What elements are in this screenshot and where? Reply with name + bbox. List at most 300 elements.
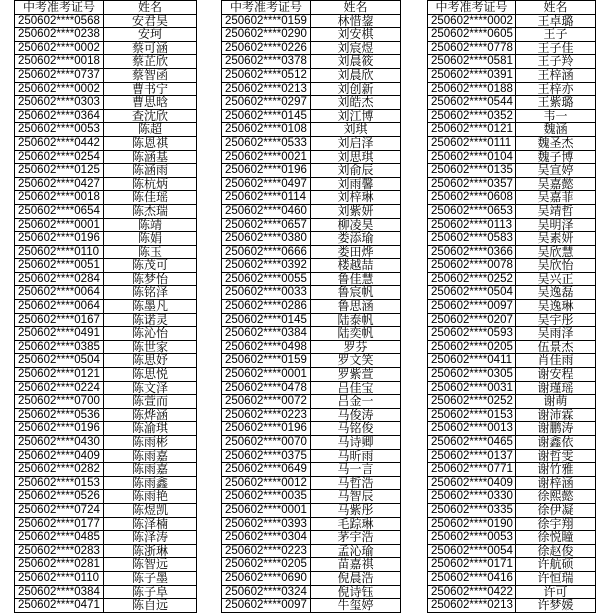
name-cell: 吴欣慧 (516, 246, 596, 259)
name-cell: 陈靖 (104, 219, 197, 232)
table-row (428, 436, 596, 450)
name-cell: 谢鑫依 (516, 436, 596, 449)
table-row (15, 259, 197, 273)
exam-id-cell: 250602****0196 (222, 164, 311, 177)
exam-id-cell: 250602****0411 (428, 354, 516, 367)
table-row (222, 219, 401, 233)
name-cell: 陈泽楠 (104, 518, 197, 531)
exam-id-cell: 250602****0375 (222, 450, 311, 463)
exam-id-cell: 250602****0196 (15, 422, 104, 435)
exam-id-cell: 250602****0700 (15, 395, 104, 408)
exam-id-cell: 250602****0252 (428, 273, 516, 286)
table-row (15, 558, 197, 572)
exam-id-cell: 250602****0778 (428, 42, 516, 55)
exam-id-cell: 250602****0544 (428, 96, 516, 109)
name-cell: 曹思晗 (104, 96, 197, 109)
table-row (428, 572, 596, 586)
exam-id-cell: 250602****0021 (222, 151, 311, 164)
name-cell: 许航硕 (516, 558, 596, 571)
exam-id-cell: 250602****0145 (222, 314, 311, 327)
table-row (222, 409, 401, 423)
header-name: 姓名 (311, 1, 401, 14)
exam-id-cell: 250602****0392 (222, 259, 311, 272)
name-cell: 陈诺灵 (104, 314, 197, 327)
exam-id-cell: 250602****0153 (15, 477, 104, 490)
exam-id-cell: 250602****0110 (15, 572, 104, 585)
table-row (222, 273, 401, 287)
header-exam-id: 中考准考证号 (15, 1, 104, 14)
table-row (15, 586, 197, 600)
table-row (428, 286, 596, 300)
exam-id-cell: 250602****0213 (222, 83, 311, 96)
table-row (15, 599, 197, 613)
roster-table-2 (221, 0, 401, 613)
table-row (15, 450, 197, 464)
table-row (428, 395, 596, 409)
table-row (428, 42, 596, 56)
name-cell: 吴明泽 (516, 219, 596, 232)
table-row (222, 368, 401, 382)
name-cell: 牛玺婷 (311, 599, 401, 612)
exam-id-cell: 250602****0605 (428, 28, 516, 41)
exam-id-cell: 250602****0252 (428, 395, 516, 408)
exam-id-cell: 250602****0485 (15, 531, 104, 544)
name-cell: 吴宇彤 (516, 314, 596, 327)
name-cell: 鲁思涵 (311, 300, 401, 313)
name-cell: 陈煜凯 (104, 504, 197, 517)
exam-id-cell: 250602****0159 (222, 354, 311, 367)
table-row (15, 110, 197, 124)
table-row (222, 518, 401, 532)
exam-id-cell: 250602****0051 (15, 259, 104, 272)
exam-id-cell: 250602****0304 (222, 531, 311, 544)
exam-id-cell: 250602****0205 (428, 341, 516, 354)
name-cell: 肖佳雨 (516, 354, 596, 367)
name-cell: 吴逸磊 (516, 286, 596, 299)
name-cell: 徐熙懿 (516, 490, 596, 503)
table-row (428, 450, 596, 464)
name-cell: 谢萌 (516, 395, 596, 408)
exam-id-cell: 250602****0111 (428, 137, 516, 150)
exam-id-cell: 250602****0391 (428, 69, 516, 82)
name-cell: 查沈欣 (104, 110, 197, 123)
exam-id-cell: 250602****0002 (15, 42, 104, 55)
exam-id-cell: 250602****0238 (15, 28, 104, 41)
table-row (15, 463, 197, 477)
name-cell: 陈墨凡 (104, 300, 197, 313)
name-cell: 徐悦瞳 (516, 531, 596, 544)
header-name: 姓名 (104, 1, 197, 14)
exam-id-cell: 250602****0498 (222, 341, 311, 354)
name-cell: 陈杰瑞 (104, 205, 197, 218)
exam-id-cell: 250602****0335 (428, 504, 516, 517)
table-row (222, 110, 401, 124)
table-row (15, 314, 197, 328)
exam-id-cell: 250602****0380 (222, 232, 311, 245)
table-row (222, 586, 401, 600)
table-row (428, 599, 596, 613)
name-cell: 陈佳瑶 (104, 191, 197, 204)
table-row (222, 83, 401, 97)
name-cell: 王紫璐 (516, 96, 596, 109)
exam-id-cell: 250602****0018 (15, 55, 104, 68)
name-cell: 陈自远 (104, 599, 197, 612)
table-row (222, 327, 401, 341)
exam-id-cell: 250602****0053 (428, 531, 516, 544)
table-row (15, 191, 197, 205)
table-row (222, 151, 401, 165)
exam-id-cell: 250602****0384 (222, 327, 311, 340)
table-row (428, 586, 596, 600)
table-row (428, 354, 596, 368)
table-row (222, 55, 401, 69)
table-row (15, 477, 197, 491)
exam-id-cell: 250602****0054 (428, 545, 516, 558)
name-cell: 魏子博 (516, 151, 596, 164)
name-cell: 陈玉 (104, 246, 197, 259)
exam-id-cell: 250602****0303 (15, 96, 104, 109)
name-cell: 吴靖哲 (516, 205, 596, 218)
name-cell: 谢安程 (516, 368, 596, 381)
table-row (15, 219, 197, 233)
name-cell: 韦一 (516, 110, 596, 123)
exam-id-cell: 250602****0035 (222, 490, 311, 503)
table-row (222, 96, 401, 110)
table-row (15, 327, 197, 341)
table-row (15, 286, 197, 300)
name-cell: 徐宇翔 (516, 518, 596, 531)
table-header-row (428, 1, 596, 15)
exam-id-cell: 250602****0055 (222, 273, 311, 286)
name-cell: 陆奕帆 (311, 327, 401, 340)
table-row (222, 232, 401, 246)
table-row (15, 354, 197, 368)
exam-id-cell: 250602****0653 (428, 205, 516, 218)
name-cell: 楼越喆 (311, 259, 401, 272)
exam-id-cell: 250602****0352 (428, 110, 516, 123)
table-row (222, 205, 401, 219)
name-cell: 魏涵 (516, 123, 596, 136)
name-cell: 徐伊凝 (516, 504, 596, 517)
name-cell: 林惜鋆 (311, 15, 401, 28)
table-row (222, 504, 401, 518)
name-cell: 吴兴正 (516, 273, 596, 286)
exam-id-cell: 250602****0207 (428, 314, 516, 327)
exam-id-cell: 250602****0771 (428, 463, 516, 476)
name-cell: 陈涵雨 (104, 164, 197, 177)
table-row (222, 246, 401, 260)
table-row (15, 422, 197, 436)
name-cell: 陈铭泽 (104, 286, 197, 299)
name-cell: 吴素妍 (516, 232, 596, 245)
name-cell: 娄田烨 (311, 246, 401, 259)
exam-id-cell: 250602****0064 (15, 300, 104, 313)
exam-id-cell: 250602****0737 (15, 69, 104, 82)
name-cell: 陈文泽 (104, 382, 197, 395)
exam-id-cell: 250602****0177 (15, 518, 104, 531)
exam-id-cell: 250602****0108 (222, 123, 311, 136)
table-row (222, 42, 401, 56)
name-cell: 刘俞辰 (311, 164, 401, 177)
table-row (222, 137, 401, 151)
table-row (15, 409, 197, 423)
exam-id-cell: 250602****0512 (222, 69, 311, 82)
name-cell: 王子佳 (516, 42, 596, 55)
table-row (428, 545, 596, 559)
exam-id-cell: 250602****0188 (428, 83, 516, 96)
exam-id-cell: 250602****0097 (428, 300, 516, 313)
name-cell: 马智辰 (311, 490, 401, 503)
name-cell: 陈涵基 (104, 151, 197, 164)
exam-id-cell: 250602****0690 (222, 572, 311, 585)
table-row (15, 205, 197, 219)
table-row (428, 477, 596, 491)
table-row (15, 518, 197, 532)
table-row (222, 558, 401, 572)
exam-id-cell: 250602****0442 (15, 137, 104, 150)
table-row (428, 55, 596, 69)
roster-table-1 (14, 0, 197, 613)
exam-id-cell: 250602****0393 (222, 518, 311, 531)
exam-id-cell: 250602****0357 (428, 178, 516, 191)
exam-id-cell: 250602****0213 (428, 599, 516, 612)
table-row (428, 463, 596, 477)
table-row (428, 504, 596, 518)
name-cell: 安珂 (104, 28, 197, 41)
exam-id-cell: 250602****0286 (222, 300, 311, 313)
roster-table-3 (427, 0, 596, 613)
table-row (15, 395, 197, 409)
name-cell: 柳凌昊 (311, 219, 401, 232)
table-row (428, 96, 596, 110)
name-cell: 王子羚 (516, 55, 596, 68)
table-row (428, 531, 596, 545)
table-row (222, 300, 401, 314)
exam-id-cell: 250602****0497 (222, 178, 311, 191)
exam-id-cell: 250602****0171 (428, 558, 516, 571)
table-row (222, 422, 401, 436)
name-cell: 刘创新 (311, 83, 401, 96)
name-cell: 刘安棋 (311, 28, 401, 41)
exam-id-cell: 250602****0254 (15, 151, 104, 164)
exam-id-cell: 250602****0290 (222, 28, 311, 41)
table-row (428, 382, 596, 396)
table-row (222, 191, 401, 205)
table-row (222, 545, 401, 559)
exam-id-cell: 250602****0297 (222, 96, 311, 109)
name-cell: 徐赵俊 (516, 545, 596, 558)
table-row (222, 477, 401, 491)
exam-id-cell: 250602****0724 (15, 504, 104, 517)
table-row (15, 96, 197, 110)
name-cell: 苗嘉祺 (311, 558, 401, 571)
name-cell: 刘雨馨 (311, 178, 401, 191)
table-row (222, 286, 401, 300)
table-row (15, 83, 197, 97)
exam-id-cell: 250602****0121 (428, 123, 516, 136)
exam-id-cell: 250602****0504 (428, 286, 516, 299)
exam-id-cell: 250602****0654 (15, 205, 104, 218)
exam-id-cell: 250602****0196 (15, 232, 104, 245)
exam-id-cell: 250602****0324 (222, 586, 311, 599)
table-row (15, 572, 197, 586)
exam-id-cell: 250602****0568 (15, 15, 104, 28)
name-cell: 谢竹雅 (516, 463, 596, 476)
exam-id-cell: 250602****0649 (222, 463, 311, 476)
exam-id-cell: 250602****0430 (15, 436, 104, 449)
table-row (15, 69, 197, 83)
name-cell: 陈浙琳 (104, 545, 197, 558)
exam-id-cell: 250602****0384 (15, 586, 104, 599)
table-row (222, 259, 401, 273)
exam-id-cell: 250602****0159 (222, 15, 311, 28)
name-cell: 谢梓涵 (516, 477, 596, 490)
name-cell: 鲁宸帆 (311, 286, 401, 299)
exam-id-cell: 250602****0001 (222, 368, 311, 381)
name-cell: 陈子墨 (104, 572, 197, 585)
name-cell: 刘梓琳 (311, 191, 401, 204)
name-cell: 刘紫妍 (311, 205, 401, 218)
name-cell: 陈梦怡 (104, 273, 197, 286)
name-cell: 许可 (516, 586, 596, 599)
exam-id-cell: 250602****0135 (428, 164, 516, 177)
name-cell: 陈娟 (104, 232, 197, 245)
exam-id-cell: 250602****0153 (428, 409, 516, 422)
table-row (222, 572, 401, 586)
table-row (222, 354, 401, 368)
name-cell: 吴欣怡 (516, 259, 596, 272)
table-row (15, 28, 197, 42)
table-row (428, 110, 596, 124)
table-header-row (15, 1, 197, 15)
name-cell: 茅宇浩 (311, 531, 401, 544)
exam-id-cell: 250602****0223 (222, 409, 311, 422)
exam-id-cell: 250602****0409 (428, 477, 516, 490)
exam-id-cell: 250602****0145 (222, 110, 311, 123)
table-row (428, 518, 596, 532)
table-row (428, 327, 596, 341)
exam-id-cell: 250602****0114 (222, 191, 311, 204)
name-cell: 陈智远 (104, 558, 197, 571)
name-cell: 吕佳宝 (311, 382, 401, 395)
name-cell: 陈萱而 (104, 395, 197, 408)
table-row (15, 531, 197, 545)
exam-id-cell: 250602****0001 (15, 219, 104, 232)
table-row (15, 55, 197, 69)
name-cell: 曹书宁 (104, 83, 197, 96)
name-cell: 陈雨艳 (104, 490, 197, 503)
table-row (222, 599, 401, 613)
name-cell: 倪晨浩 (311, 572, 401, 585)
exam-id-cell: 250602****0378 (222, 55, 311, 68)
table-row (428, 137, 596, 151)
name-cell: 谢瑾瑶 (516, 382, 596, 395)
exam-id-cell: 250602****0460 (222, 205, 311, 218)
table-row (222, 28, 401, 42)
name-cell: 陈茂可 (104, 259, 197, 272)
header-exam-id: 中考准考证号 (428, 1, 516, 14)
exam-id-cell: 250602****0471 (15, 599, 104, 612)
exam-id-cell: 250602****0526 (15, 490, 104, 503)
name-cell: 吴嘉菲 (516, 191, 596, 204)
name-cell: 陈沁怡 (104, 327, 197, 340)
exam-id-cell: 250602****0070 (222, 436, 311, 449)
table-row (15, 246, 197, 260)
name-cell: 魏圣杰 (516, 137, 596, 150)
table-row (428, 314, 596, 328)
table-row (222, 178, 401, 192)
exam-id-cell: 250602****0366 (428, 246, 516, 259)
exam-id-cell: 250602****0284 (15, 273, 104, 286)
exam-id-cell: 250602****0281 (15, 558, 104, 571)
name-cell: 谢哲雯 (516, 450, 596, 463)
name-cell: 谢沛霖 (516, 409, 596, 422)
exam-id-cell: 250602****0226 (222, 42, 311, 55)
table-row (428, 368, 596, 382)
exam-id-cell: 250602****0491 (15, 327, 104, 340)
exam-id-cell: 250602****0190 (428, 518, 516, 531)
name-cell: 罗紫萱 (311, 368, 401, 381)
table-row (15, 341, 197, 355)
table-row (15, 300, 197, 314)
exam-id-cell: 250602****0282 (15, 463, 104, 476)
exam-id-cell: 250602****0416 (428, 572, 516, 585)
name-cell: 陈雨嘉 (104, 463, 197, 476)
name-cell: 陈思妤 (104, 354, 197, 367)
table-row (222, 164, 401, 178)
name-cell: 王梓亦 (516, 83, 596, 96)
name-cell: 许恒瑞 (516, 572, 596, 585)
table-row (222, 395, 401, 409)
name-cell: 刘江博 (311, 110, 401, 123)
exam-id-cell: 250602****0078 (428, 259, 516, 272)
exam-id-cell: 250602****0113 (428, 219, 516, 232)
name-cell: 马哲浩 (311, 477, 401, 490)
table-row (428, 69, 596, 83)
table-row (428, 259, 596, 273)
exam-id-cell: 250602****0536 (15, 409, 104, 422)
name-cell: 谢鹏涛 (516, 422, 596, 435)
table-row (15, 273, 197, 287)
name-cell: 安君昊 (104, 15, 197, 28)
exam-id-cell: 250602****0104 (428, 151, 516, 164)
table-row (222, 531, 401, 545)
table-row (222, 15, 401, 29)
exam-id-cell: 250602****0409 (15, 450, 104, 463)
name-cell: 马俊涛 (311, 409, 401, 422)
table-row (428, 83, 596, 97)
name-cell: 吕金一 (311, 395, 401, 408)
name-cell: 毛踪琳 (311, 518, 401, 531)
table-header-row (222, 1, 401, 15)
name-cell: 王子 (516, 28, 596, 41)
name-cell: 刘宸煜 (311, 42, 401, 55)
table-row (428, 558, 596, 572)
exam-id-cell: 250602****0137 (428, 450, 516, 463)
table-row (222, 436, 401, 450)
exam-id-cell: 250602****0033 (222, 286, 311, 299)
table-row (15, 382, 197, 396)
exam-id-cell: 250602****0001 (222, 504, 311, 517)
exam-id-cell: 250602****0533 (222, 137, 311, 150)
table-row (428, 178, 596, 192)
name-cell: 吴雨泽 (516, 327, 596, 340)
exam-id-cell: 250602****0385 (15, 341, 104, 354)
table-row (15, 232, 197, 246)
exam-id-cell: 250602****0478 (222, 382, 311, 395)
name-cell: 陈世家 (104, 341, 197, 354)
name-cell: 马诗卿 (311, 436, 401, 449)
